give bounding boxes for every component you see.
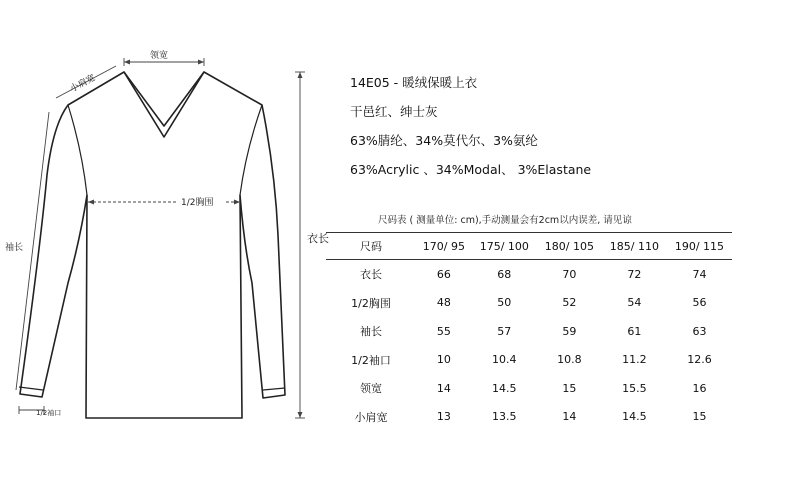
composition-chinese: 63%腈纶、34%莫代尔、3%氨纶 bbox=[350, 133, 538, 148]
table-cell: 72 bbox=[627, 267, 642, 281]
table-cell: 63 bbox=[692, 324, 707, 338]
half-chest-label: 1/2胸围 bbox=[181, 198, 214, 208]
inner-neckline bbox=[124, 72, 204, 126]
table-cell: 15 bbox=[692, 410, 707, 424]
sweater-outline bbox=[20, 72, 285, 418]
row-label: 小肩宽 bbox=[354, 410, 388, 424]
size-header-cell: 180/ 105 bbox=[537, 233, 602, 260]
table-cell: 48 bbox=[436, 296, 451, 310]
table-cell: 16 bbox=[692, 381, 707, 395]
table-row bbox=[326, 260, 732, 289]
table-cell: 74 bbox=[692, 267, 707, 281]
table-cell: 12.6 bbox=[687, 353, 712, 367]
table-cell: 15 bbox=[562, 381, 577, 395]
table-row bbox=[326, 403, 732, 432]
table-cell: 10.8 bbox=[557, 353, 582, 367]
size-header-cell: 190/ 115 bbox=[667, 233, 732, 260]
right-sleeve-seam bbox=[240, 105, 262, 195]
size-header-row bbox=[326, 233, 732, 260]
product-colors: 干邑红、绅士灰 bbox=[350, 104, 438, 119]
table-row bbox=[326, 374, 732, 403]
right-cuff-line bbox=[263, 388, 285, 390]
row-label: 1/2胸围 bbox=[351, 296, 391, 310]
table-cell: 52 bbox=[562, 296, 577, 310]
size-table-caption: 尺码表 ( 测量单位: cm),手动测量会有2cm以内误差, 请见谅 bbox=[378, 215, 632, 226]
table-cell: 59 bbox=[562, 324, 577, 338]
body-length-label: 衣长 bbox=[307, 232, 329, 245]
sleeve-length-label: 袖长 bbox=[5, 243, 24, 253]
table-cell: 70 bbox=[562, 267, 577, 281]
table-cell: 14.5 bbox=[622, 410, 647, 424]
table-cell: 15.5 bbox=[622, 381, 647, 395]
left-sleeve-seam bbox=[68, 105, 87, 195]
row-label: 衣长 bbox=[360, 268, 382, 282]
table-cell: 10.4 bbox=[492, 353, 517, 367]
row-label: 领宽 bbox=[360, 382, 382, 396]
row-label: 1/2袖口 bbox=[351, 353, 391, 367]
left-cuff-line bbox=[19, 387, 43, 390]
table-cell: 57 bbox=[497, 324, 512, 338]
table-cell: 50 bbox=[497, 296, 512, 310]
half-cuff-label: 1/2袖口 bbox=[36, 409, 62, 417]
composition-english: 63%Acrylic 、34%Modal、 3%Elastane bbox=[350, 162, 592, 177]
product-code-line: 14E05 - 暖绒保暖上衣 bbox=[350, 75, 478, 90]
size-header-cell: 175/ 100 bbox=[472, 233, 537, 260]
table-cell: 66 bbox=[436, 267, 451, 281]
table-cell: 13.5 bbox=[492, 410, 517, 424]
size-header-cell: 185/ 110 bbox=[602, 233, 667, 260]
table-cell: 13 bbox=[436, 410, 451, 424]
table-cell: 55 bbox=[436, 324, 451, 338]
table-cell: 11.2 bbox=[622, 353, 647, 367]
table-cell: 14.5 bbox=[492, 381, 517, 395]
table-cell: 14 bbox=[562, 410, 577, 424]
table-row bbox=[326, 346, 732, 375]
size-table bbox=[326, 232, 732, 431]
size-header-cell: 170/ 95 bbox=[416, 233, 472, 260]
table-cell: 14 bbox=[436, 381, 451, 395]
table-cell: 61 bbox=[627, 324, 642, 338]
collar-width-label: 领宽 bbox=[150, 51, 169, 61]
row-label: 袖长 bbox=[360, 325, 382, 339]
table-row bbox=[326, 289, 732, 318]
table-cell: 54 bbox=[627, 296, 642, 310]
table-cell: 68 bbox=[497, 267, 512, 281]
table-cell: 10 bbox=[436, 353, 451, 367]
size-header-label: 尺码 bbox=[326, 233, 416, 260]
small-shoulder-label: 小肩宽 bbox=[68, 73, 98, 95]
sweater-diagram bbox=[0, 0, 330, 440]
table-cell: 56 bbox=[692, 296, 707, 310]
table-row bbox=[326, 317, 732, 346]
